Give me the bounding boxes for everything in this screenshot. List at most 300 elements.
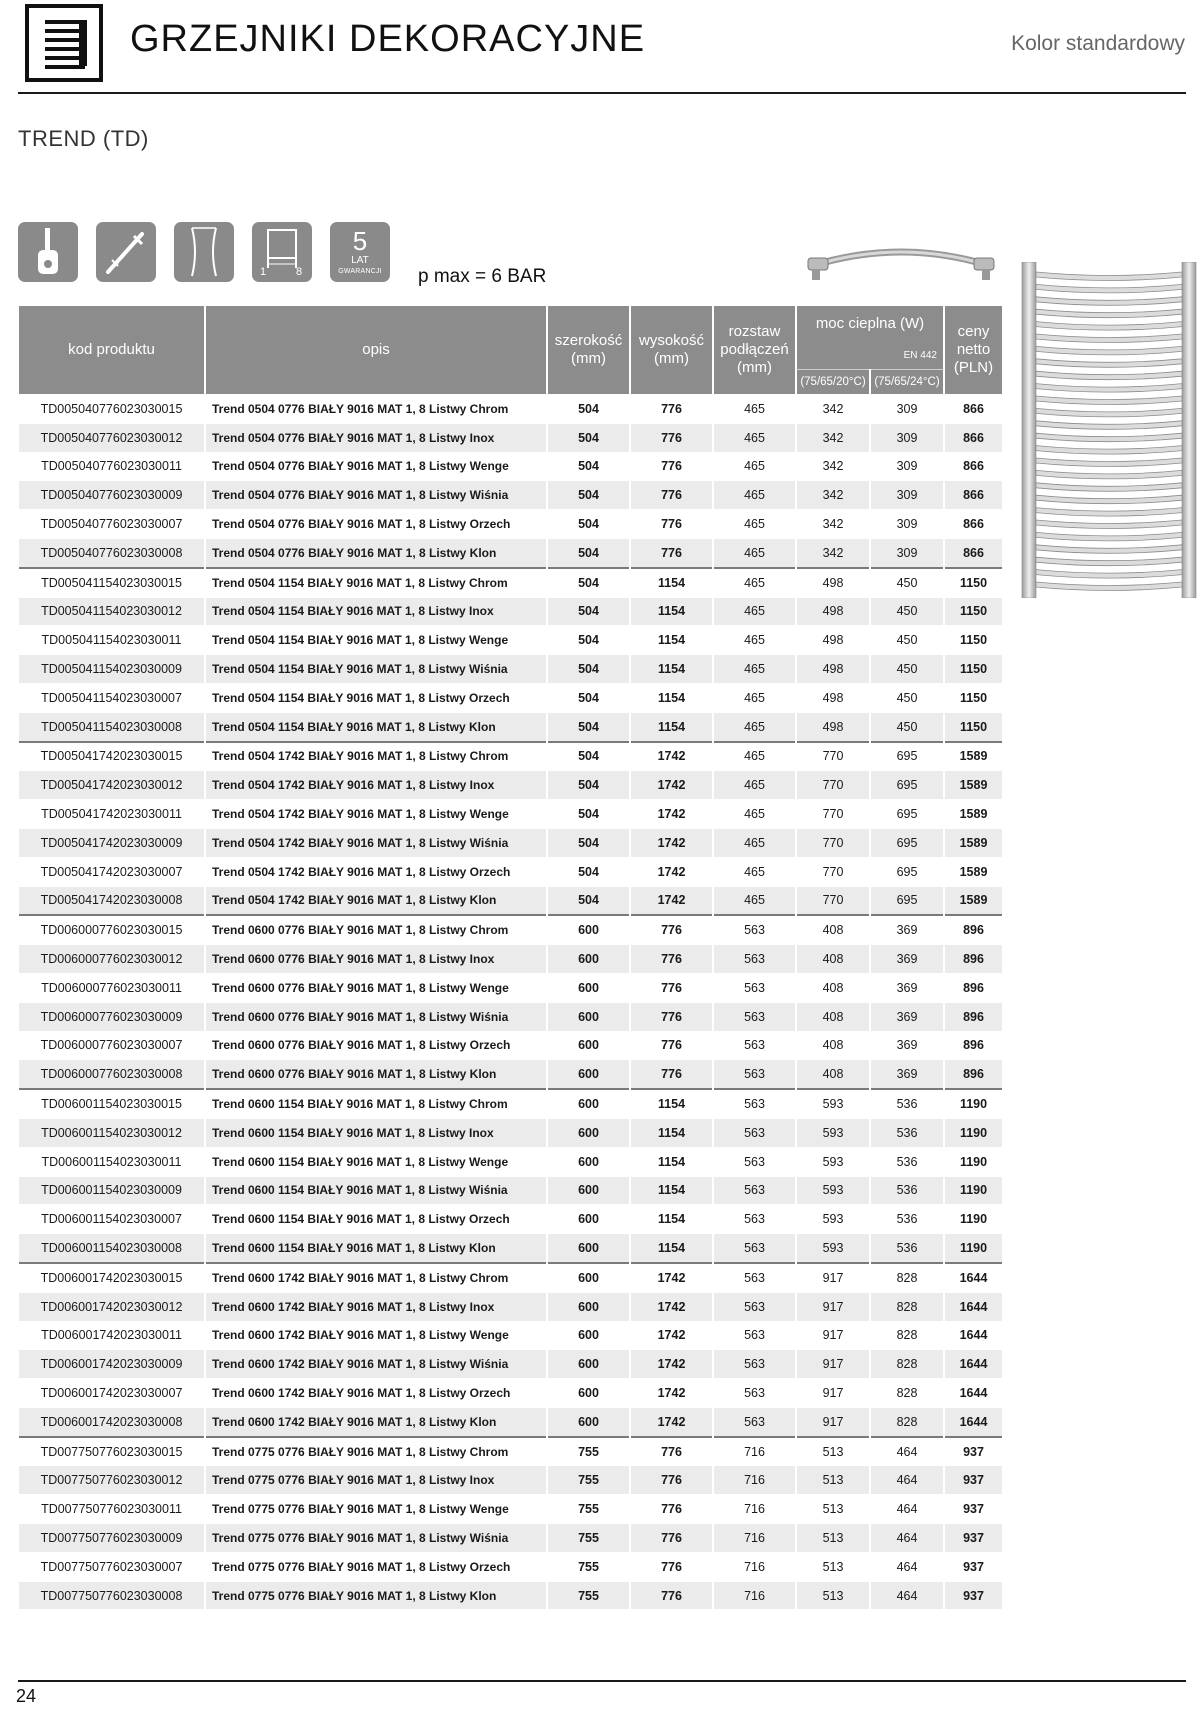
header-description: opis: [206, 306, 546, 394]
table-row: [19, 1176, 1002, 1205]
table-row: [19, 1552, 1002, 1581]
height-value: 776: [631, 1552, 712, 1581]
product-code: TD005040776023030012: [19, 423, 204, 452]
spacing-value: 465: [714, 799, 795, 828]
power-20c-value: 513: [797, 1465, 869, 1494]
power-20c-value: 770: [797, 770, 869, 799]
height-value: 776: [631, 480, 712, 509]
height-value: 1154: [631, 597, 712, 626]
table-row: [19, 712, 1002, 741]
description: Trend 0775 0776 BIAŁY 9016 MAT 1, 8 Listwy Wenge: [206, 1494, 546, 1523]
spacing-value: 465: [714, 452, 795, 481]
product-code: TD005041742023030009: [19, 828, 204, 857]
width-value: 600: [548, 1118, 629, 1147]
net-price: 1150: [945, 625, 1002, 654]
header-height: wysokość (mm): [631, 306, 712, 394]
header-power-20c: (75/65/20°C): [797, 369, 869, 394]
height-value: 776: [631, 1523, 712, 1552]
width-value: 504: [548, 452, 629, 481]
width-value: 504: [548, 597, 629, 626]
height-value: 1154: [631, 1204, 712, 1233]
spacing-value: 563: [714, 1176, 795, 1205]
spacing-value: 465: [714, 654, 795, 683]
net-price: 1190: [945, 1204, 1002, 1233]
power-24c-value: 309: [871, 538, 943, 567]
net-price: 937: [945, 1581, 1002, 1610]
description: Trend 0504 1742 BIAŁY 9016 MAT 1, 8 Listwy Chrom: [206, 741, 546, 771]
spacing-value: 563: [714, 1147, 795, 1176]
towel-radiator-image: [1018, 262, 1200, 598]
description: Trend 0775 0776 BIAŁY 9016 MAT 1, 8 Listwy Chrom: [206, 1436, 546, 1466]
width-value: 600: [548, 944, 629, 973]
power-24c-value: 369: [871, 1031, 943, 1060]
power-20c-value: 770: [797, 799, 869, 828]
width-value: 600: [548, 1204, 629, 1233]
power-24c-value: 695: [871, 857, 943, 886]
height-value: 1154: [631, 1176, 712, 1205]
power-20c-value: 408: [797, 973, 869, 1002]
heat-output-standard: EN 442: [903, 350, 937, 362]
table-row: [19, 886, 1002, 915]
table-row: [19, 1292, 1002, 1321]
header-product-code: kod produktu: [19, 306, 204, 394]
power-24c-value: 695: [871, 828, 943, 857]
power-24c-value: 464: [871, 1494, 943, 1523]
power-20c-value: 917: [797, 1292, 869, 1321]
spacing-value: 563: [714, 1088, 795, 1118]
description: Trend 0504 1742 BIAŁY 9016 MAT 1, 8 Listwy Orzech: [206, 857, 546, 886]
spacing-value: 563: [714, 1321, 795, 1350]
product-code: TD005041154023030015: [19, 567, 204, 597]
net-price: 896: [945, 1059, 1002, 1088]
width-value: 504: [548, 538, 629, 567]
width-value: 504: [548, 480, 629, 509]
height-value: 1154: [631, 1147, 712, 1176]
heating-element-icon: [96, 222, 156, 282]
description: Trend 0775 0776 BIAŁY 9016 MAT 1, 8 Listwy Inox: [206, 1465, 546, 1494]
power-24c-value: 450: [871, 654, 943, 683]
power-20c-value: 917: [797, 1407, 869, 1436]
product-code: TD005041742023030007: [19, 857, 204, 886]
height-value: 776: [631, 1436, 712, 1466]
net-price: 896: [945, 914, 1002, 944]
description: Trend 0504 0776 BIAŁY 9016 MAT 1, 8 Listwy Klon: [206, 538, 546, 567]
power-20c-value: 513: [797, 1494, 869, 1523]
table-row: [19, 914, 1002, 944]
width-value: 755: [548, 1494, 629, 1523]
spacing-value: 465: [714, 538, 795, 567]
warranty-badge: [330, 222, 390, 282]
power-20c-value: 770: [797, 857, 869, 886]
net-price: 866: [945, 452, 1002, 481]
height-value: 1742: [631, 1292, 712, 1321]
net-price: 896: [945, 944, 1002, 973]
spacing-value: 465: [714, 567, 795, 597]
table-row: [19, 567, 1002, 597]
description: Trend 0600 1154 BIAŁY 9016 MAT 1, 8 Listwy Klon: [206, 1233, 546, 1262]
product-code: TD005041154023030007: [19, 683, 204, 712]
product-code: TD005040776023030009: [19, 480, 204, 509]
product-code: TD006001154023030008: [19, 1233, 204, 1262]
power-20c-value: 917: [797, 1321, 869, 1350]
power-24c-value: 369: [871, 1002, 943, 1031]
width-value: 600: [548, 1088, 629, 1118]
description: Trend 0504 0776 BIAŁY 9016 MAT 1, 8 Listwy Orzech: [206, 509, 546, 538]
description: Trend 0504 0776 BIAŁY 9016 MAT 1, 8 Listwy Wiśnia: [206, 480, 546, 509]
height-value: 776: [631, 914, 712, 944]
spacing-value: 563: [714, 1002, 795, 1031]
width-value: 600: [548, 1292, 629, 1321]
power-20c-value: 342: [797, 394, 869, 423]
description: Trend 0775 0776 BIAŁY 9016 MAT 1, 8 Listwy Klon: [206, 1581, 546, 1610]
power-24c-value: 536: [871, 1147, 943, 1176]
width-value: 504: [548, 567, 629, 597]
width-value: 504: [548, 886, 629, 915]
width-value: 755: [548, 1552, 629, 1581]
header-connection-spacing: rozstaw podłączeń (mm): [714, 306, 795, 394]
spacing-value: 563: [714, 1407, 795, 1436]
width-value: 600: [548, 1176, 629, 1205]
product-code: TD005040776023030007: [19, 509, 204, 538]
description: Trend 0600 1154 BIAŁY 9016 MAT 1, 8 Listwy Wenge: [206, 1147, 546, 1176]
net-price: 937: [945, 1465, 1002, 1494]
power-24c-value: 309: [871, 452, 943, 481]
width-value: 504: [548, 394, 629, 423]
height-value: 1154: [631, 712, 712, 741]
net-price: 1190: [945, 1176, 1002, 1205]
spacing-value: 465: [714, 625, 795, 654]
description: Trend 0504 1154 BIAŁY 9016 MAT 1, 8 Listwy Chrom: [206, 567, 546, 597]
table-row: [19, 973, 1002, 1002]
table-row: [19, 1031, 1002, 1060]
description: Trend 0504 0776 BIAŁY 9016 MAT 1, 8 Listwy Chrom: [206, 394, 546, 423]
spacing-value: 563: [714, 973, 795, 1002]
height-value: 776: [631, 509, 712, 538]
net-price: 1190: [945, 1147, 1002, 1176]
power-24c-value: 464: [871, 1552, 943, 1581]
product-code: TD006001742023030012: [19, 1292, 204, 1321]
power-20c-value: 593: [797, 1233, 869, 1262]
spacing-value: 465: [714, 394, 795, 423]
power-20c-value: 513: [797, 1523, 869, 1552]
height-value: 776: [631, 1581, 712, 1610]
net-price: 1589: [945, 799, 1002, 828]
footer-divider: [18, 1680, 1186, 1682]
wall-bracket-illustration: [806, 244, 996, 284]
table-row: [19, 625, 1002, 654]
table-row: [19, 1523, 1002, 1552]
description: Trend 0504 1742 BIAŁY 9016 MAT 1, 8 Listwy Klon: [206, 886, 546, 915]
width-value: 600: [548, 1321, 629, 1350]
product-code: TD005040776023030008: [19, 538, 204, 567]
table-row: [19, 480, 1002, 509]
width-value: 600: [548, 1059, 629, 1088]
product-code: TD006000776023030015: [19, 914, 204, 944]
net-price: 1644: [945, 1321, 1002, 1350]
table-row: [19, 1147, 1002, 1176]
page-title: GRZEJNIKI DEKORACYJNE: [130, 18, 646, 60]
spacing-label-left: 1: [260, 266, 267, 278]
power-20c-value: 408: [797, 1059, 869, 1088]
net-price: 1150: [945, 654, 1002, 683]
power-20c-value: 342: [797, 538, 869, 567]
table-row: [19, 452, 1002, 481]
net-price: 937: [945, 1552, 1002, 1581]
net-price: 1150: [945, 712, 1002, 741]
curved-profile-icon: [174, 222, 234, 282]
warranty-unit: LAT: [351, 255, 369, 266]
net-price: 896: [945, 1002, 1002, 1031]
height-value: 1742: [631, 770, 712, 799]
table-row: [19, 1378, 1002, 1407]
net-price: 1644: [945, 1407, 1002, 1436]
power-24c-value: 536: [871, 1176, 943, 1205]
spacing-label-right: 8: [296, 266, 303, 278]
width-value: 755: [548, 1436, 629, 1466]
width-value: 600: [548, 1378, 629, 1407]
power-24c-value: 369: [871, 914, 943, 944]
power-20c-value: 408: [797, 914, 869, 944]
description: Trend 0600 1742 BIAŁY 9016 MAT 1, 8 Listwy Wiśnia: [206, 1349, 546, 1378]
spacing-value: 563: [714, 1031, 795, 1060]
net-price: 1644: [945, 1292, 1002, 1321]
spacing-value: 465: [714, 741, 795, 771]
power-20c-value: 513: [797, 1436, 869, 1466]
radiator-logo-icon: [25, 4, 103, 82]
power-20c-value: 593: [797, 1118, 869, 1147]
description: Trend 0600 0776 BIAŁY 9016 MAT 1, 8 Listwy Wiśnia: [206, 1002, 546, 1031]
table-row: [19, 538, 1002, 567]
power-24c-value: 450: [871, 683, 943, 712]
net-price: 1589: [945, 741, 1002, 771]
height-value: 1154: [631, 654, 712, 683]
power-24c-value: 450: [871, 567, 943, 597]
height-value: 776: [631, 1465, 712, 1494]
height-value: 1154: [631, 1088, 712, 1118]
width-value: 600: [548, 914, 629, 944]
spacing-value: 465: [714, 770, 795, 799]
description: Trend 0775 0776 BIAŁY 9016 MAT 1, 8 Listwy Orzech: [206, 1552, 546, 1581]
net-price: 1589: [945, 770, 1002, 799]
power-20c-value: 917: [797, 1349, 869, 1378]
net-price: 866: [945, 423, 1002, 452]
height-value: 776: [631, 452, 712, 481]
spacing-value: 716: [714, 1494, 795, 1523]
product-code: TD007750776023030009: [19, 1523, 204, 1552]
height-value: 1742: [631, 799, 712, 828]
width-value: 504: [548, 712, 629, 741]
header-divider: [18, 92, 1186, 94]
table-row: [19, 828, 1002, 857]
product-code: TD006000776023030012: [19, 944, 204, 973]
spacing-value: 465: [714, 597, 795, 626]
power-24c-value: 536: [871, 1118, 943, 1147]
product-code: TD006000776023030007: [19, 1031, 204, 1060]
table-row: [19, 423, 1002, 452]
net-price: 866: [945, 394, 1002, 423]
table-row: [19, 1436, 1002, 1466]
net-price: 937: [945, 1523, 1002, 1552]
net-price: 1644: [945, 1262, 1002, 1292]
width-value: 755: [548, 1465, 629, 1494]
product-code: TD005040776023030015: [19, 394, 204, 423]
table-row: [19, 1088, 1002, 1118]
width-value: 600: [548, 1349, 629, 1378]
spacing-value: 465: [714, 509, 795, 538]
warranty-years: 5: [352, 226, 368, 256]
net-price: 866: [945, 509, 1002, 538]
power-20c-value: 342: [797, 452, 869, 481]
width-value: 504: [548, 770, 629, 799]
spacing-value: 465: [714, 857, 795, 886]
warranty-label: GWARANCJI: [338, 268, 382, 275]
product-code: TD005040776023030011: [19, 452, 204, 481]
description: Trend 0504 1742 BIAŁY 9016 MAT 1, 8 Listwy Inox: [206, 770, 546, 799]
description: Trend 0504 1154 BIAŁY 9016 MAT 1, 8 Listwy Wiśnia: [206, 654, 546, 683]
spacing-value: 563: [714, 944, 795, 973]
spacing-value: 716: [714, 1465, 795, 1494]
power-24c-value: 369: [871, 944, 943, 973]
power-20c-value: 498: [797, 625, 869, 654]
table-row: [19, 683, 1002, 712]
heat-output-label: moc cieplna (W): [815, 315, 925, 333]
net-price: 1150: [945, 597, 1002, 626]
net-price: 1150: [945, 683, 1002, 712]
height-value: 1154: [631, 1118, 712, 1147]
product-code: TD006001742023030011: [19, 1321, 204, 1350]
table-row: [19, 1465, 1002, 1494]
section-title: TREND (TD): [18, 126, 149, 151]
product-code: TD006001742023030008: [19, 1407, 204, 1436]
height-value: 776: [631, 1059, 712, 1088]
product-code: TD006000776023030009: [19, 1002, 204, 1031]
width-value: 504: [548, 423, 629, 452]
power-20c-value: 498: [797, 567, 869, 597]
height-value: 1154: [631, 1233, 712, 1262]
description: Trend 0600 0776 BIAŁY 9016 MAT 1, 8 Listwy Wenge: [206, 973, 546, 1002]
spacing-value: 563: [714, 1262, 795, 1292]
height-value: 776: [631, 423, 712, 452]
table-row: [19, 1118, 1002, 1147]
power-20c-value: 513: [797, 1581, 869, 1610]
width-value: 600: [548, 973, 629, 1002]
table-row: [19, 770, 1002, 799]
power-24c-value: 828: [871, 1349, 943, 1378]
power-20c-value: 917: [797, 1378, 869, 1407]
spacing-value: 563: [714, 1292, 795, 1321]
height-value: 1742: [631, 1321, 712, 1350]
power-20c-value: 770: [797, 886, 869, 915]
table-row: [19, 1349, 1002, 1378]
net-price: 937: [945, 1494, 1002, 1523]
width-value: 504: [548, 799, 629, 828]
product-code: TD005041742023030012: [19, 770, 204, 799]
description: Trend 0600 1742 BIAŁY 9016 MAT 1, 8 Listwy Chrom: [206, 1262, 546, 1292]
height-value: 1154: [631, 567, 712, 597]
spacing-value: 465: [714, 480, 795, 509]
power-24c-value: 828: [871, 1407, 943, 1436]
description: Trend 0600 1154 BIAŁY 9016 MAT 1, 8 Listwy Wiśnia: [206, 1176, 546, 1205]
table-row: [19, 1233, 1002, 1262]
table-row: [19, 1494, 1002, 1523]
product-code: TD006000776023030008: [19, 1059, 204, 1088]
product-code: TD006001154023030011: [19, 1147, 204, 1176]
product-code: TD005041742023030008: [19, 886, 204, 915]
power-24c-value: 309: [871, 509, 943, 538]
power-20c-value: 342: [797, 423, 869, 452]
power-24c-value: 450: [871, 625, 943, 654]
power-24c-value: 695: [871, 770, 943, 799]
power-20c-value: 770: [797, 741, 869, 771]
power-24c-value: 309: [871, 480, 943, 509]
power-20c-value: 498: [797, 683, 869, 712]
power-24c-value: 828: [871, 1321, 943, 1350]
spacing-value: 716: [714, 1552, 795, 1581]
width-value: 504: [548, 654, 629, 683]
table-row: [19, 1581, 1002, 1610]
description: Trend 0504 1742 BIAŁY 9016 MAT 1, 8 Listwy Wiśnia: [206, 828, 546, 857]
height-value: 1742: [631, 1262, 712, 1292]
power-24c-value: 309: [871, 394, 943, 423]
power-24c-value: 369: [871, 973, 943, 1002]
width-value: 504: [548, 828, 629, 857]
height-value: 1742: [631, 1349, 712, 1378]
net-price: 866: [945, 480, 1002, 509]
width-value: 504: [548, 509, 629, 538]
spacing-value: 716: [714, 1436, 795, 1466]
product-code: TD007750776023030008: [19, 1581, 204, 1610]
height-value: 1742: [631, 1407, 712, 1436]
table-row: [19, 1321, 1002, 1350]
net-price: 937: [945, 1436, 1002, 1466]
product-code: TD007750776023030012: [19, 1465, 204, 1494]
power-24c-value: 536: [871, 1088, 943, 1118]
description: Trend 0504 1154 BIAŁY 9016 MAT 1, 8 Listwy Klon: [206, 712, 546, 741]
height-value: 1742: [631, 886, 712, 915]
power-24c-value: 536: [871, 1233, 943, 1262]
header-power-24c: (75/65/24°C): [871, 369, 943, 394]
description: Trend 0600 1154 BIAŁY 9016 MAT 1, 8 Listwy Orzech: [206, 1204, 546, 1233]
spacing-value: 563: [714, 1349, 795, 1378]
power-20c-value: 770: [797, 828, 869, 857]
product-code: TD005041154023030008: [19, 712, 204, 741]
spacing-value: 563: [714, 1378, 795, 1407]
height-value: 1742: [631, 741, 712, 771]
height-value: 1742: [631, 828, 712, 857]
color-variant-label: Kolor standardowy: [1011, 32, 1185, 55]
description: Trend 0600 1742 BIAŁY 9016 MAT 1, 8 Listwy Wenge: [206, 1321, 546, 1350]
power-24c-value: 828: [871, 1262, 943, 1292]
power-24c-value: 695: [871, 741, 943, 771]
table-row: [19, 394, 1002, 423]
description: Trend 0600 0776 BIAŁY 9016 MAT 1, 8 Listwy Inox: [206, 944, 546, 973]
net-price: 1190: [945, 1088, 1002, 1118]
power-20c-value: 408: [797, 944, 869, 973]
max-pressure-label: p max = 6 BAR: [418, 266, 547, 287]
description: Trend 0600 1742 BIAŁY 9016 MAT 1, 8 Listwy Inox: [206, 1292, 546, 1321]
product-code: TD006000776023030011: [19, 973, 204, 1002]
width-value: 755: [548, 1523, 629, 1552]
description: Trend 0504 0776 BIAŁY 9016 MAT 1, 8 Listwy Wenge: [206, 452, 546, 481]
product-code: TD005041742023030011: [19, 799, 204, 828]
product-code: TD006001742023030007: [19, 1378, 204, 1407]
table-row: [19, 944, 1002, 973]
product-code: TD006001742023030015: [19, 1262, 204, 1292]
power-24c-value: 464: [871, 1436, 943, 1466]
table-row: [19, 597, 1002, 626]
description: Trend 0600 0776 BIAŁY 9016 MAT 1, 8 Listwy Orzech: [206, 1031, 546, 1060]
product-code: TD006001154023030012: [19, 1118, 204, 1147]
